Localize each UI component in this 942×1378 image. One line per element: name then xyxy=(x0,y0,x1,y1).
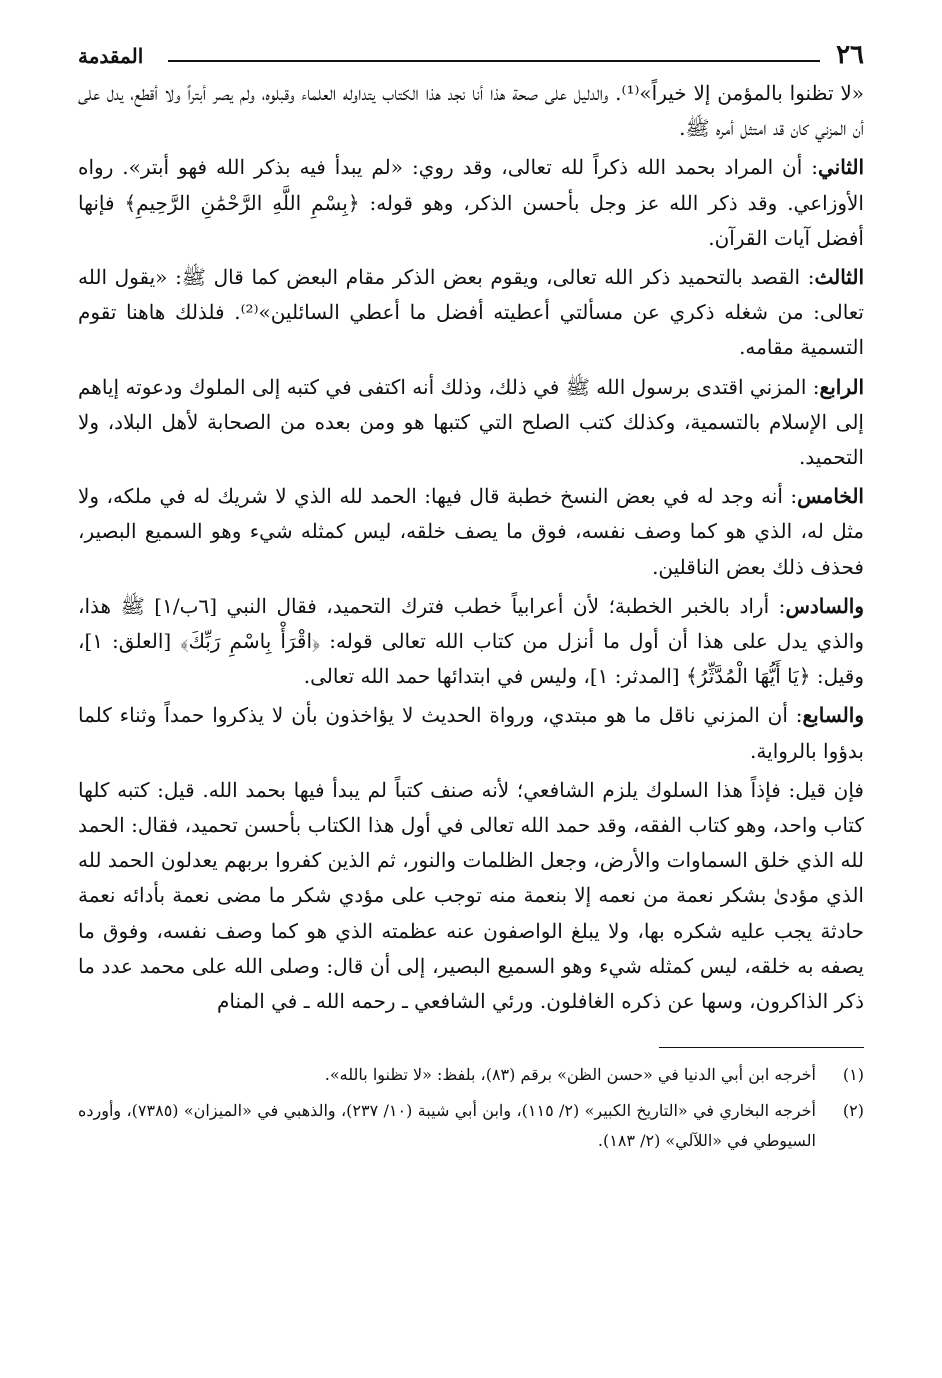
paragraph-text: «لا تظنوا بالمؤمن إلا خيراً»⁽¹⁾. والدليل على صحة هذا أنا نجد هذا الكتاب يتداوله العلماء وقبلوه، ولم يصر أبتراً ولا أقطع، يدل على أن المزني كان قد امتثل أمره ﷺ. xyxy=(78,81,864,141)
paragraph-lead: الخامس xyxy=(797,484,864,509)
paragraph-text: : أن المزني ناقل ما هو مبتدي، ورواة الحديث لا يؤاخذون بأن لا يذكروا حمداً وثناء كلما بدؤوا بالرواية. xyxy=(78,703,864,763)
page-number: ٢٦ xyxy=(836,40,864,70)
paragraph-5 xyxy=(78,479,864,587)
paragraph-4 xyxy=(78,370,864,478)
page-header xyxy=(78,40,864,76)
paragraph-lead: الثالث xyxy=(814,265,864,290)
paragraph-3 xyxy=(78,260,864,368)
footnote-2 xyxy=(78,1096,864,1156)
paragraph-lead: الرابع xyxy=(819,374,864,399)
paragraph-2 xyxy=(78,150,864,258)
footnote-text: أخرجه البخاري في «التاريخ الكبير» (٢/ ١١٥)، وابن أبي شيبة (١٠/ ٢٣٧)، والذهبي في «الميزان» (٧٣٨٥)، وأورده السيوطي في «اللآلي» (٢/ ١٨٣). xyxy=(78,1101,816,1151)
running-title: المقدمة xyxy=(78,44,144,68)
paragraph-6 xyxy=(78,589,864,697)
paragraph-1 xyxy=(78,76,864,148)
footnote-rule xyxy=(659,1047,864,1048)
paragraph-text: : أراد بالخبر الخطبة؛ لأن أعرابياً خطب فترك التحميد، فقال النبي [٦ب/١] ﷺ هذا، والذي يدل على هذا أن أول ما أنزل من كتاب الله تعالى قوله: ﴿اقْرَأْ بِاسْمِ رَبِّكَ﴾ [العلق: ١]، وقيل: ﴿يَا أَيُّهَا الْمُدَّثِّرُ﴾ [المدثر: ١]، وليس في ابتدائها حمد الله تعالى. xyxy=(78,593,864,689)
page xyxy=(78,40,864,1162)
paragraph-text: : المزني اقتدى برسول الله ﷺ في ذلك، وذلك أنه اكتفى في كتبه إلى الملوك ودعوته إياهم إلى الإسلام بالتسمية، وكذلك كتب الصلح التي كتبها هو ومن بعده من الصحابة لأهل البلاد، ولا التحميد. xyxy=(78,374,864,470)
footnote-text: أخرجه ابن أبي الدنيا في «حسن الظن» برقم (٨٣)، بلفظ: «لا تظنوا بالله». xyxy=(324,1065,816,1085)
body-text xyxy=(78,76,864,1021)
footnote-number: (١) xyxy=(842,1065,864,1085)
paragraph-8 xyxy=(78,773,864,1021)
footnote-number: (٢) xyxy=(842,1101,864,1121)
paragraph-7 xyxy=(78,698,864,770)
footnotes xyxy=(78,1060,864,1156)
paragraph-text: : أن المراد بحمد الله ذكراً لله تعالى، وقد روي: «لم يبدأ فيه بذكر الله فهو أبتر». رواه الأوزاعي. وقد ذكر الله عز وجل بأحسن الذكر، وهو قوله: ﴿بِسْمِ اللَّهِ الرَّحْمَٰنِ الرَّحِيمِ﴾ فإنها أفضل آيات القرآن. xyxy=(78,155,864,250)
footnote-1 xyxy=(78,1060,864,1090)
header-rule xyxy=(168,60,820,62)
paragraph-text: فإن قيل: فإذاً هذا السلوك يلزم الشافعي؛ لأنه صنف كتباً لم يبدأ فيها بحمد الله. قيل: كتبه كلها كتاب واحد، وهو كتاب الفقه، وقد حمد الله تعالى في أول هذا الكتاب بأحسن تحميد، فقال: الحمد لله الذي خلق السماوات والأرض، وجعل الظلمات والنور، ثم الذين كفروا بربهم يعدلون الحمد لله الذي مؤدىٰ بشكر نعمة من نعمه إلا بنعمة منه توجب على مؤدي شكر ما مضى نعمة بأدائه نعمة حادثة يجب عليه شكره بها، ولا يبلغ الواصفون عنه عظمته الذي هو كما وصف نفسه، وفوق ما يصفه به خلقه، ليس كمثله شيء وهو السميع البصير، إلى أن قال: وصلى الله على محمد عدد ما ذكر الذاكرون، وسها عن ذكره الغافلون. ورئي الشافعي ـ رحمه الله ـ في المنام xyxy=(78,777,864,1014)
paragraph-lead: والسادس xyxy=(785,593,865,618)
paragraph-lead: الثاني xyxy=(817,155,864,180)
paragraph-text: : القصد بالتحميد ذكر الله تعالى، ويقوم بعض الذكر مقام البعض كما قال ﷺ: «يقول الله تعالى: من شغله ذكري عن مسألتي أعطيته أفضل ما أعطي السائلين»⁽²⁾. فلذلك هاهنا تقوم التسمية مقامه. xyxy=(78,265,864,360)
paragraph-text: : أنه وجد له في بعض النسخ خطبة قال فيها: الحمد لله الذي لا شريك له في ملكه، ولا مثل له، الذي هو كما وصف نفسه، فوق ما يصف خلقه، ليس كمثله شيء وهو السميع البصير، فحذف ذلك بعض الناقلين. xyxy=(78,484,864,579)
paragraph-lead: والسابع xyxy=(802,703,864,728)
